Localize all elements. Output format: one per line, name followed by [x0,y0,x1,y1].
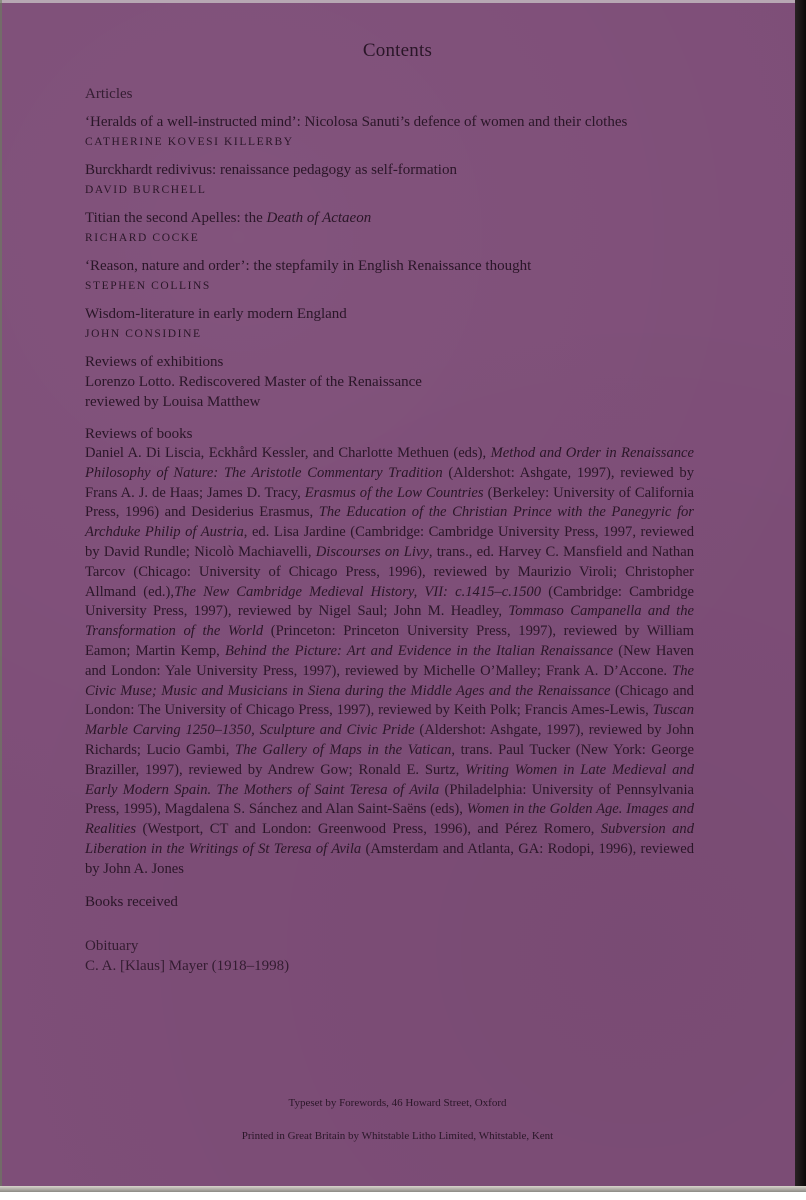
section-heading-books-received: Books received [85,893,178,910]
article-author: RICHARD COCKE [85,232,200,244]
review-text: , trans., ed. Harvey C. Mansfield and Nathan Tarcov (Chicago: University of Chicago Press, 1996), reviewed by Maurizio Viroli; Christopher Allmand (ed.), [85,543,694,600]
book-title: The New Cambridge Medieval History, VII: c.1415–c.1500 [174,583,542,600]
section-heading-books: Reviews of books [85,426,193,442]
article-author: DAVID BURCHELL [85,184,207,196]
review-text: (Westport, CT and London: Greenwood Press, 1996), and Pérez Romero, [136,821,601,838]
article-title: Burckhardt redivivus: renaissance pedagogy as self-formation [85,162,457,178]
review-text: (Amsterdam and Atlanta, GA: Rodopi, 1996), reviewed by John A. Jones [85,840,694,877]
typeset-credit: Typeset by Forewords, 46 Howard Street, Oxford [288,1097,507,1109]
section-heading-articles: Articles [85,86,133,102]
review-text: (Chicago and London: The University of Chicago Press, 1997), reviewed by Keith Polk; Francis Ames-Lewis, [85,682,694,719]
article-title [85,208,694,228]
book-spine-shadow [795,0,806,1192]
book-title: Method and Order in Renaissance Philosophy of Nature: The Aristotle Commentary Tradition [85,445,694,481]
book-title: Erasmus of the Low Countries [304,484,484,501]
article-author: JOHN CONSIDINE [85,328,202,340]
book-reviews-body [85,444,694,880]
article-title-text: Titian the second Apelles: the [85,210,267,226]
review-text: (Princeton: Princeton University Press, 1997), reviewed by William Eamon; Martin Kemp, [85,623,694,659]
book-title: Tommaso Campanella and the Transformation of the World [85,603,695,640]
exhibition-reviewer: reviewed by Louisa Matthew [85,394,261,410]
article-entry [85,112,694,152]
book-title: The Civic Muse; Music and Musicians in Siena during the Middle Ages and the Renaissance [85,662,694,699]
book-reviews [85,424,694,880]
book-title: The Education of the Christian Prince with the Panegyric for Archduke Philip of Austria [85,504,694,541]
review-text: (Aldershot: Ashgate, 1997), reviewed by John Richards; Lucio Gambi, [85,722,694,758]
page-left-edge [0,0,2,1186]
exhibition-title: Lorenzo Lotto. Rediscovered Master of the Renaissance [85,374,422,390]
obituary-name: C. A. [Klaus] Mayer (1918–1998) [85,957,290,974]
scan-margin [0,1192,806,1200]
review-text: (Philadelphia: University of Pennsylvania Press, 1995), Magdalena S. Sánchez and Alan Saint-Saëns (eds), [85,781,694,818]
page-top-edge [0,0,795,3]
review-text: , trans. Paul Tucker (New York: George Braziller, 1997), reviewed by Andrew Gow; Ronald E. Surtz, [85,741,694,778]
review-text: Daniel A. Di Liscia, Eckhård Kessler, and Charlotte Methuen (eds), [85,445,491,461]
exhibition-reviews [85,352,694,412]
article-entry [85,208,694,248]
books-received [85,892,694,912]
review-text: (Aldershot: Ashgate, 1997), reviewed by Frans A. J. de Haas; James D. Tracy, [85,464,694,501]
article-entry [85,160,694,200]
article-title-italic: Death of Actaeon [266,210,372,226]
contents-list [85,84,694,976]
article-title: ‘Heralds of a well-instructed mind’: Nicolosa Sanuti’s defence of women and their clothes [85,114,628,130]
article-title: Wisdom-literature in early modern England [85,306,347,322]
review-text: , ed. Lisa Jardine (Cambridge: Cambridge University Press, 1997, reviewed by David Rundle; Nicolò Machiavelli, [85,524,694,560]
article-author: STEPHEN COLLINS [85,280,211,292]
review-text: (New Haven and London: Yale University Press, 1997), reviewed by Michelle O’Malley; Frank A. D’Accone. [85,642,694,679]
section-heading-exhibitions: Reviews of exhibitions [85,354,224,370]
review-text: (Cambridge: Cambridge University Press, 1997), reviewed by Nigel Saul; John M. Headley, [85,583,695,620]
book-title: Tuscan Marble Carving 1250–1350, Sculpture and Civic Pride [85,702,694,739]
book-title: Behind the Picture: Art and Evidence in the Italian Renaissance [225,642,614,659]
article-title: ‘Reason, nature and order’: the stepfamily in English Renaissance thought [85,258,532,274]
page-title: Contents [362,40,433,61]
section-heading-obituary: Obituary [85,937,139,954]
book-title: Discourses on Livy [315,543,429,560]
book-title: Writing Women in Late Medieval and Early Modern Spain. The Mothers of Saint Teresa of Avila [85,761,694,798]
review-text: (Berkeley: University of California Press, 1996) and Desiderius Erasmus, [85,484,694,521]
book-title: Subversion and Liberation in the Writings of St Teresa of Avila [85,821,694,857]
obituary [85,936,694,976]
article-entry [85,256,694,296]
article-entry [85,304,694,344]
article-author: CATHERINE KOVESI KILLERBY [85,136,294,148]
book-title: The Gallery of Maps in the Vatican [234,741,452,758]
book-title: Women in the Golden Age. Images and Realities [85,801,694,838]
printer-credit: Printed in Great Britain by Whitstable Litho Limited, Whitstable, Kent [241,1130,554,1142]
